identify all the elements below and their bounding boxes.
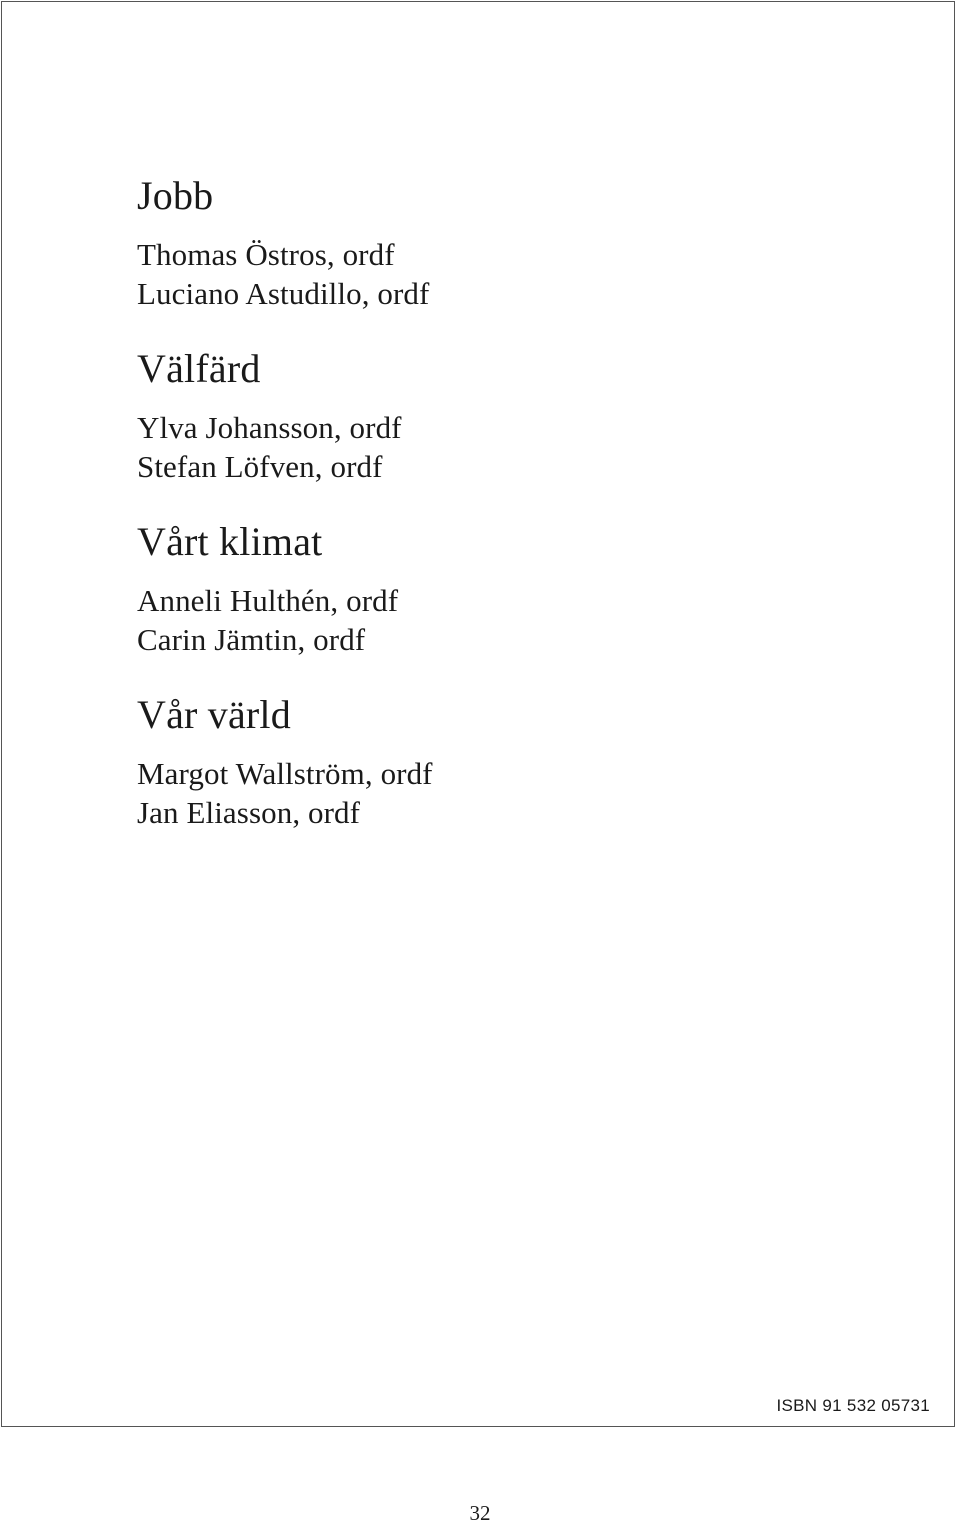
person-line: Anneli Hulthén, ordf	[137, 583, 399, 618]
section-jobb	[137, 170, 837, 313]
person-line: Ylva Johansson, ordf	[137, 410, 402, 445]
section-heading: Välfärd	[137, 346, 261, 391]
page-frame	[1, 1, 955, 1427]
section-valfard	[137, 343, 837, 486]
section-heading: Jobb	[137, 173, 214, 218]
person-line: Margot Wallström, ordf	[137, 756, 433, 791]
person-line: Stefan Löfven, ordf	[137, 449, 383, 484]
person-line: Thomas Östros, ordf	[137, 237, 395, 272]
person-line: Carin Jämtin, ordf	[137, 622, 366, 657]
person-line: Luciano Astudillo, ordf	[137, 276, 430, 311]
committee-list	[137, 170, 837, 862]
section-vart-klimat	[137, 516, 837, 659]
person-line: Jan Eliasson, ordf	[137, 795, 361, 830]
section-heading: Vårt klimat	[137, 519, 323, 564]
section-var-varld	[137, 689, 837, 832]
isbn-text: ISBN 91 532 05731	[776, 1396, 930, 1415]
section-heading: Vår värld	[137, 692, 291, 737]
page-number: 32	[469, 1501, 491, 1525]
